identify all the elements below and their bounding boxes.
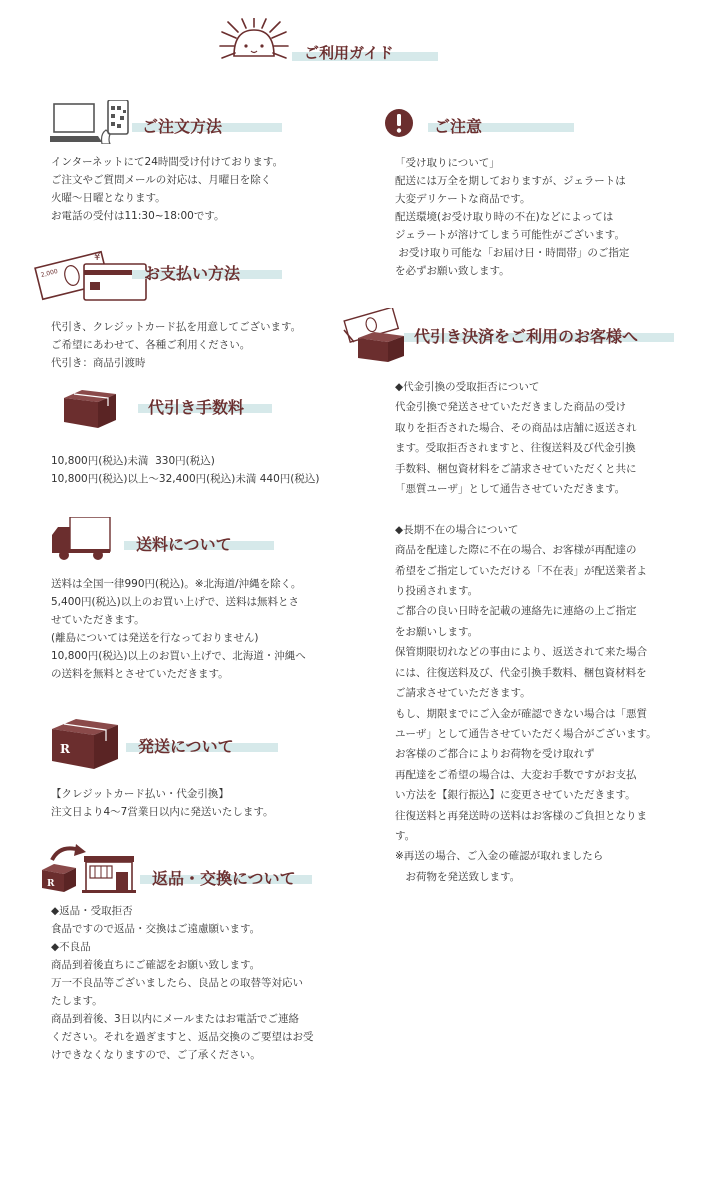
payment-line: 代引き：商品引渡時 — [51, 357, 146, 369]
returns-line: 万一不良品等ございましたら、良品との取替等対応い — [51, 977, 303, 989]
caution-line: 配送環境(お受け取り時の不在)などによっては — [395, 211, 614, 223]
bill-amount: 2,000 — [40, 267, 59, 279]
shipping-fee-line: せていただきます。 — [51, 614, 145, 626]
payment-line: 代引き、クレジットカード払を用意してございます。 — [51, 321, 302, 333]
caution-line: 配送には万全を期しておりますが、ジェラートは — [395, 175, 626, 187]
dispatch-line: 注文日より4〜7営業日以内に発送いたします。 — [51, 806, 274, 818]
hedgehog-icon — [216, 18, 292, 64]
shipping-fee-text — [51, 575, 306, 683]
cod-fee-text — [51, 452, 319, 488]
returns-line: 食品ですので返品・交換はご遠慮願います。 — [51, 923, 261, 935]
cod-customers-line: をお願いします。 — [395, 625, 479, 638]
cod-customers-line: 代金引換で発送させていただきました商品の受け — [395, 401, 626, 414]
cod-fee-line: 10,800円(税込)未満 330円(税込) — [51, 455, 215, 467]
dispatch-title: 発送について — [138, 737, 234, 756]
cod-customers-line: い方法を【銀行振込】に変更させていただきます。 — [395, 789, 636, 802]
dispatch-text — [51, 785, 274, 821]
cod-customers-title: 代引き決済をご利用のお客様へ — [414, 327, 639, 346]
caution-text — [395, 154, 629, 280]
caution-line: ジェラートが溶けてしまう可能性がございます。 — [395, 229, 625, 241]
returns-line: ◆不良品 — [51, 941, 91, 953]
order-line: インターネットにて24時間受け付けております。 — [51, 156, 284, 168]
dispatch-line: 【クレジットカード払い・代金引換】 — [51, 788, 229, 800]
cod-customers-line: 保管期限切れなどの事由により、返送されて来た場合 — [395, 646, 647, 659]
cod-customers-line: には、往復送料及び、代金引換手数料、梱包資材料を — [395, 666, 647, 679]
payment-line: ご希望にあわせて、各種ご利用ください。 — [51, 339, 251, 351]
caution-line: お受け取り可能な「お届け日・時間帯」のご指定 — [395, 247, 630, 259]
cod-customers-line: 取りを拒否された場合、その商品は店舗に返送され — [395, 421, 637, 434]
cod-customers-line: 商品を配達した際に不在の場合、お客様が再配達の — [395, 544, 637, 557]
caution-line: を必ずお願い致します。 — [395, 265, 510, 277]
order-title: ご注文方法 — [142, 117, 223, 136]
cod-customers-line: もし、期限までにご入金が確認できない場合は「悪質 — [395, 707, 647, 720]
yen-mark: ¥ — [94, 252, 101, 263]
money-box-icon — [340, 308, 406, 362]
cod-customers-line: 希望をご指定していただける「不在表」が配送業者よ — [395, 564, 647, 577]
order-line: ご注文やご質問メールの対応は、月曜日を除く — [51, 174, 272, 186]
box-letter: R — [47, 879, 55, 889]
exclamation-icon — [384, 108, 414, 138]
cod-customers-line: ご都合の良い日時を記載の連絡先に連絡の上ご指定 — [395, 605, 637, 618]
returns-line: けできなくなりますので、ご了承ください。 — [51, 1049, 261, 1061]
cod-customers-text — [395, 377, 657, 887]
caution-line: 大変デリケートな商品です。 — [395, 193, 531, 205]
payment-title: お支払い方法 — [144, 264, 241, 283]
cod-customers-line — [395, 499, 657, 519]
cod-customers-line: り投函されます。 — [395, 585, 479, 598]
shipping-fee-line: 送料は全国一律990円(税込)。※北海道/沖縄を除く。 — [51, 578, 302, 590]
order-line: 火曜〜日曜となります。 — [51, 192, 166, 204]
box-letter: R — [60, 742, 70, 756]
cod-customers-line: ます。受取拒否されますと、往復送料及び代金引換 — [395, 442, 636, 455]
computer-phone-icon — [50, 100, 134, 144]
caution-title: ご注意 — [434, 117, 483, 136]
cod-customers-line: ユーザ」として通告させていただく場合がございます。 — [395, 727, 657, 740]
cod-customers-line: ※再送の場合、ご入金の確認が取れましたら — [395, 850, 604, 863]
order-line: お電話の受付は11:30~18:00です。 — [51, 210, 225, 222]
box-icon — [62, 388, 118, 428]
cod-customers-line: ◆代金引換の受取拒否について — [395, 381, 540, 393]
shipping-fee-line: 10,800円(税込)以上のお買い上げで、北海道・沖縄へ — [51, 650, 306, 662]
cod-customers-line: 手数料、梱包資材料をご請求させていただくと共に — [395, 462, 637, 475]
shipping-fee-title: 送料について — [136, 535, 232, 554]
cod-customers-line: 再配達をご希望の場合は、大変お手数ですがお支払 — [395, 768, 637, 781]
cod-customers-line: お荷物を発送致します。 — [395, 870, 521, 883]
cod-customers-line: す。 — [395, 829, 416, 842]
returns-line: ください。それを過ぎますと、返品交換のご要望はお受 — [51, 1031, 314, 1043]
cod-customers-line: お客様のご都合によりお荷物を受け取れず — [395, 748, 595, 761]
box-r-icon — [50, 717, 120, 769]
order-text — [51, 153, 283, 225]
cod-customers-line: 往復送料と再発送時の送料はお客様のご負担となりま — [395, 809, 647, 822]
shipping-fee-line: (離島については発送を行なっておりません) — [51, 632, 259, 644]
returns-text — [51, 902, 314, 1064]
truck-icon — [50, 517, 112, 561]
returns-line: 商品到着後、3日以内にメールまたはお電話でご連絡 — [51, 1013, 299, 1025]
cod-customers-line: 「悪質ユーザ」として通告させていただきます。 — [395, 483, 626, 496]
payment-text — [51, 318, 301, 372]
shipping-fee-line: の送料を無料とさせていただきます。 — [51, 668, 229, 680]
cod-customers-line: ◆長期不在の場合について — [395, 523, 519, 536]
shipping-fee-line: 5,400円(税込)以上のお買い上げで、送料は無料とさ — [51, 596, 300, 608]
page-title: ご利用ガイド — [304, 44, 394, 62]
cod-customers-line: ご請求させていただきます。 — [395, 687, 531, 700]
returns-title: 返品・交換について — [152, 869, 296, 888]
return-shop-icon — [40, 842, 140, 894]
cod-fee-title: 代引き手数料 — [148, 398, 245, 417]
returns-line: たします。 — [51, 995, 103, 1007]
returns-line: ◆返品・受取拒否 — [51, 905, 133, 917]
caution-line: 「受け取りについて」 — [395, 157, 500, 169]
cod-fee-line: 10,800円(税込)以上〜32,400円(税込)未満 440円(税込) — [51, 473, 320, 485]
returns-line: 商品到着後直ちにご確認をお願い致します。 — [51, 959, 261, 971]
